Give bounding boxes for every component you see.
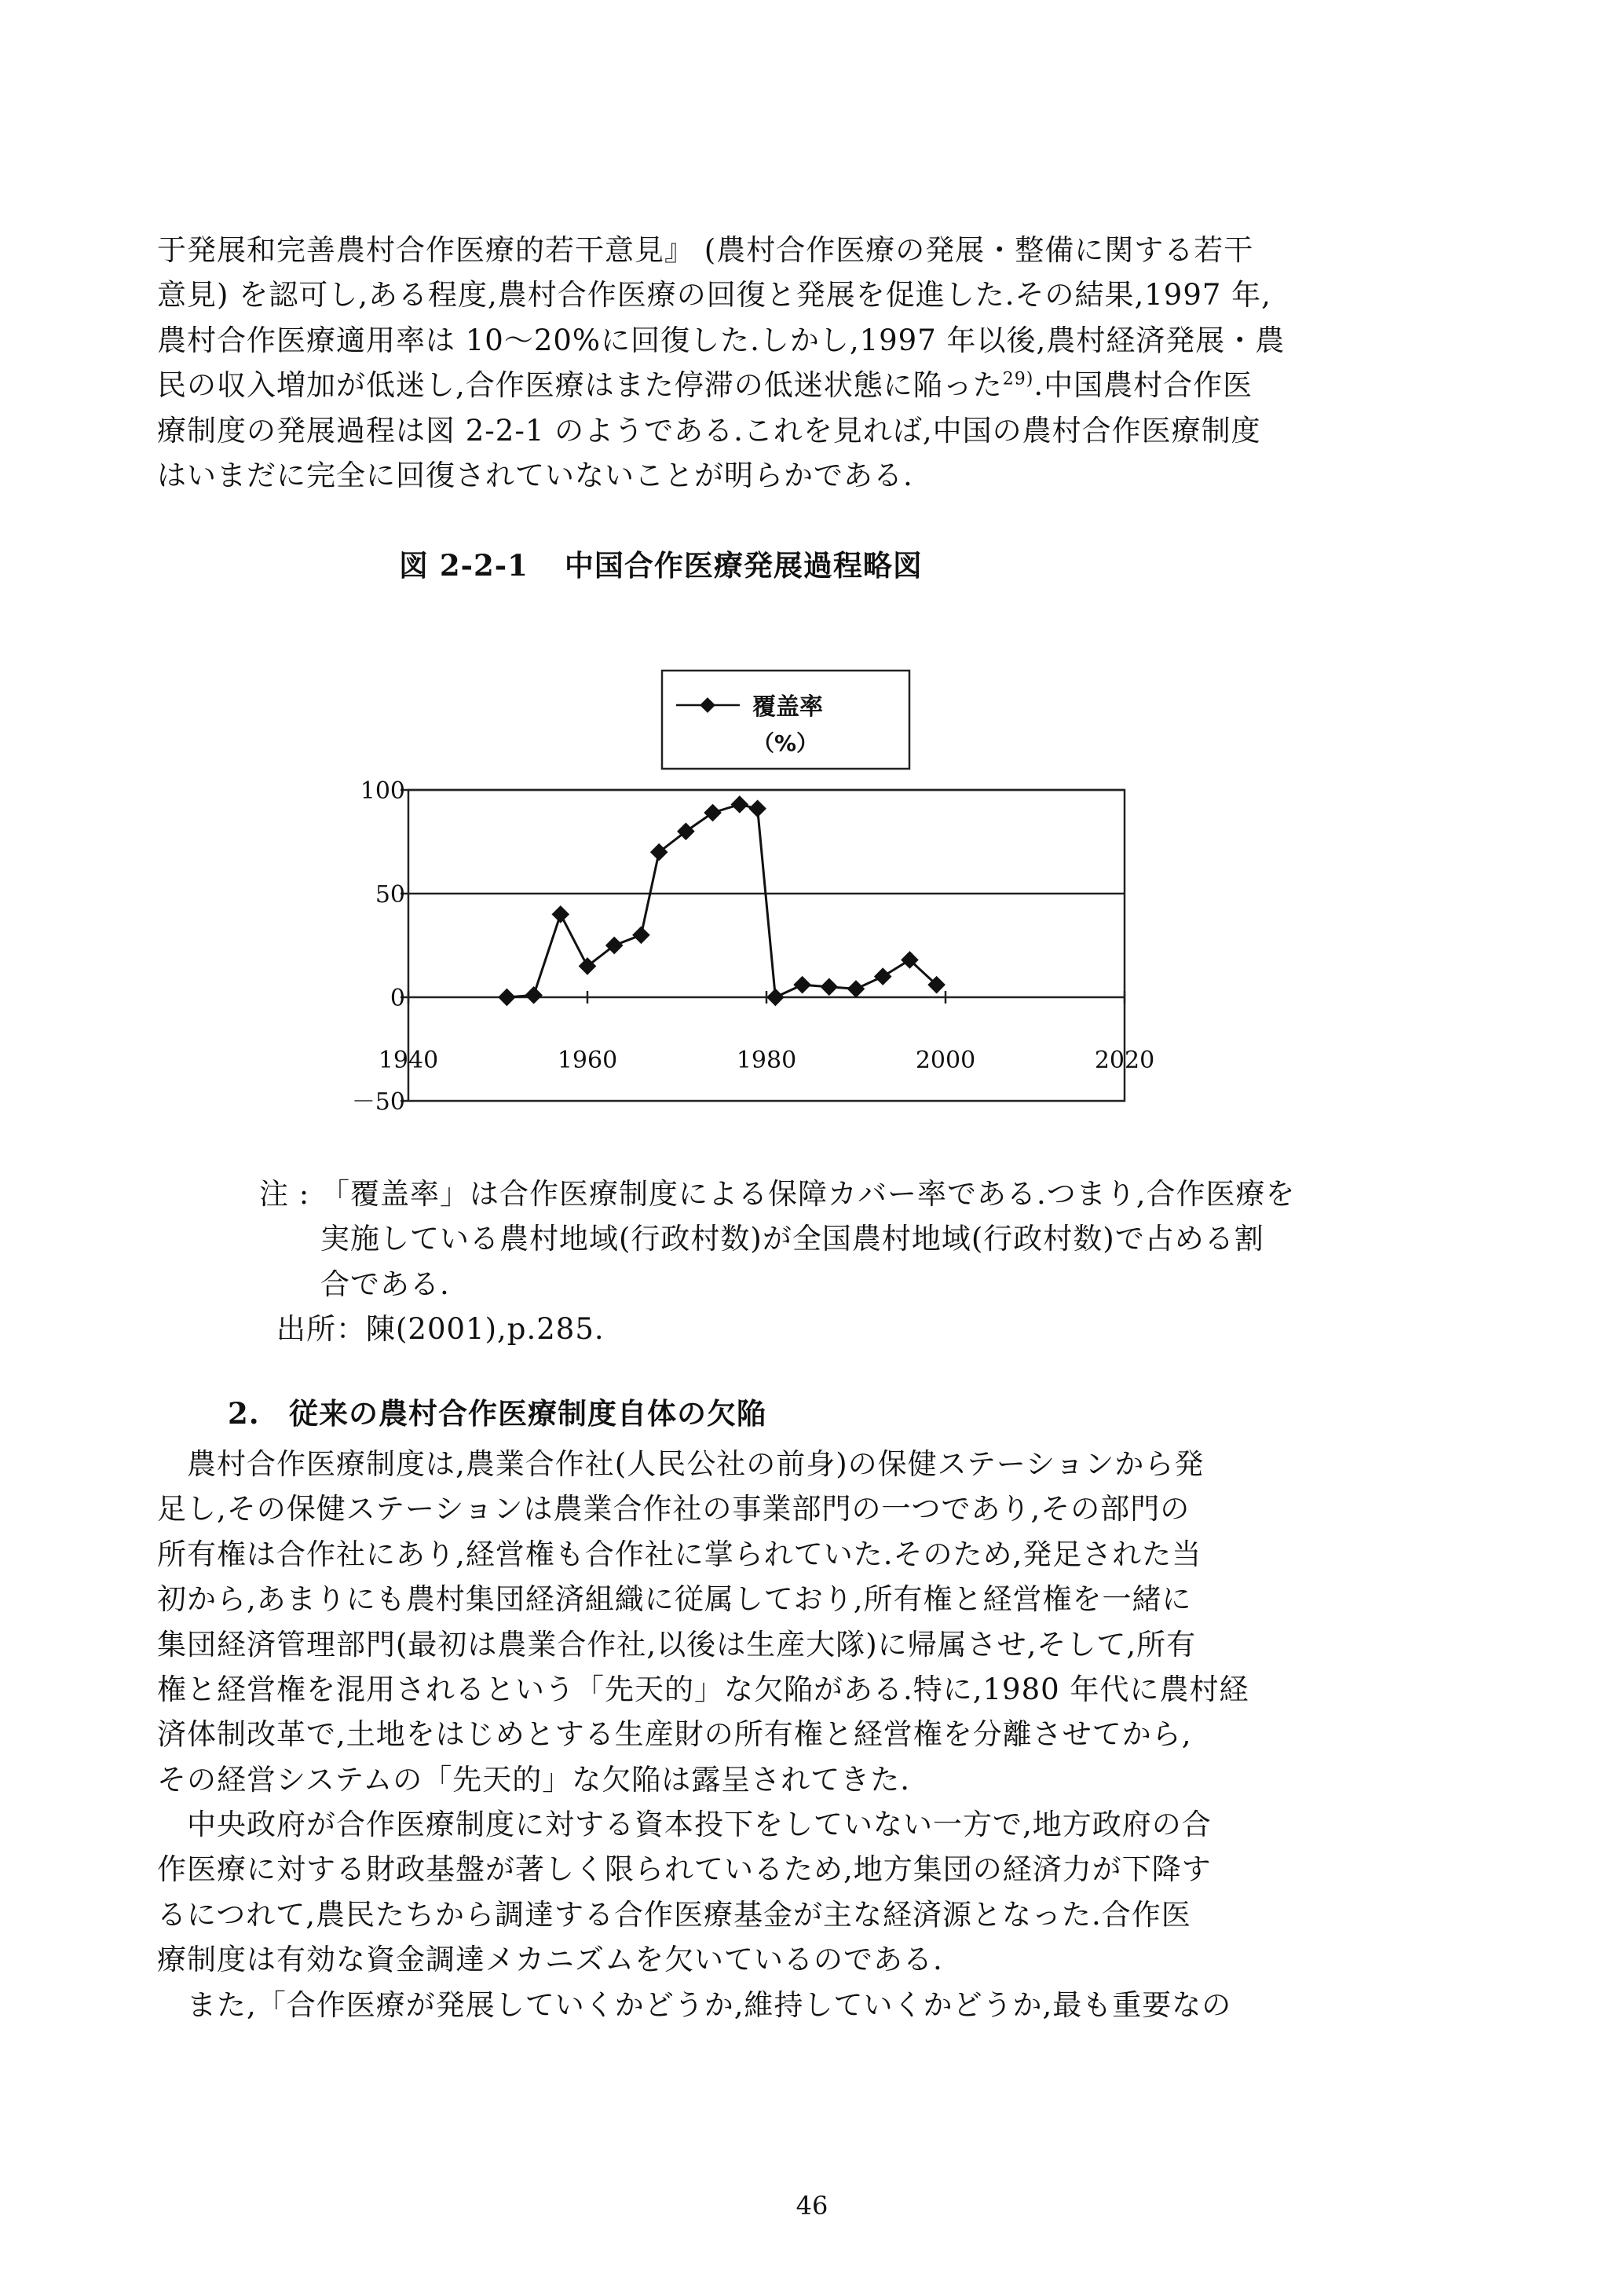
x-axis-ticks — [379, 991, 1154, 1074]
data-point-14 — [847, 980, 865, 998]
body-1-line-1: 農村合作医療制度は,農業合作社(人民公社の前身)の保健ステーションから発 — [157, 1447, 1205, 1481]
note-line-1: 「覆盖率」は合作医療制度による保障カバー率である.つまり,合作医療を — [320, 1177, 1296, 1211]
x-tick-label-2: 1980 — [736, 1047, 797, 1074]
body-1-line-8: その経営システムの「先天的」な欠陥は露呈されてきた. — [157, 1762, 911, 1797]
figure-caption: 中国合作医療発展過程略図 — [564, 548, 923, 583]
body-1-line-6: 権と経営権を混用されるという「先天的」な欠陥がある.特に,1980 年代に農村経 — [157, 1673, 1249, 1707]
body-1-line-7: 済体制改革で,土地をはじめとする生産財の所有権と経営権を分離させてから, — [157, 1717, 1192, 1752]
y-tick-label-3: －50 — [351, 1088, 405, 1116]
data-point-1 — [525, 986, 543, 1004]
legend-label-line1: 覆盖率 — [752, 693, 823, 721]
data-point-9 — [731, 795, 749, 813]
x-tick-label-0: 1940 — [378, 1047, 439, 1074]
body-3-line-1: また,「合作医療が発展していくかどうか,維持していくかどうか,最も重要なの — [157, 1988, 1232, 2022]
data-point-11 — [766, 989, 785, 1007]
intro-line-4-text: 民の収入増加が低迷し,合作医療はまた停滞の低迷状態に陥った — [157, 368, 1003, 403]
legend-label-line2: （%） — [752, 730, 819, 756]
body-2-line-3: るにつれて,農民たちから調達する合作医療基金が主な経済源となった.合作医 — [157, 1897, 1191, 1932]
x-tick-label-1: 1960 — [557, 1047, 618, 1074]
body-1-line-3: 所有権は合作社にあり,経営権も合作社に掌られていた.そのため,発足された当 — [157, 1537, 1202, 1571]
section-heading — [228, 1390, 766, 1432]
data-point-0 — [498, 989, 516, 1007]
series-points — [498, 795, 946, 1006]
body-paragraph-3 — [157, 1983, 1445, 2027]
data-point-12 — [793, 976, 811, 994]
figure-number: 図 2-2-1 — [399, 548, 529, 583]
data-point-10 — [748, 799, 766, 817]
intro-paragraph — [157, 228, 1445, 498]
body-1-line-4: 初から,あまりにも農村集団経済組織に従属しており,所有権と経営権を一緒に — [157, 1582, 1192, 1617]
data-point-15 — [874, 967, 892, 985]
body-paragraph-2 — [157, 1802, 1445, 1983]
data-point-2 — [551, 905, 569, 923]
note-label: 注 : — [259, 1177, 310, 1211]
intro-line-5: 療制度の発展過程は図 2-2-1 のようである.これを見れば,中国の農村合作医療制度 — [157, 413, 1261, 448]
data-point-5 — [632, 926, 650, 944]
x-tick-label-3: 2000 — [915, 1047, 976, 1074]
intro-line-4-tail: .中国農村合作医 — [1033, 368, 1253, 403]
body-2-line-4: 療制度は有効な資金調達メカニズムを欠いているのである. — [157, 1943, 943, 1977]
coverage-line-chart — [330, 652, 1162, 1139]
intro-line-1: 于発展和完善農村合作医療的若干意見』 (農村合作医療の発展・整備に関する若干 — [157, 233, 1254, 267]
y-tick-label-1: 50 — [375, 881, 405, 909]
body-2-line-1: 中央政府が合作医療制度に対する資本投下をしていない一方で,地方政府の合 — [157, 1808, 1212, 1841]
intro-line-4 — [157, 363, 1445, 408]
series-line-coverage — [507, 805, 936, 998]
y-tick-label-0: 100 — [360, 777, 405, 805]
note-line-2: 実施している農村地域(行政村数)が全国農村地域(行政村数)で占める割 — [320, 1222, 1264, 1256]
body-1-line-2: 足し,その保健ステーションは農業合作社の事業部門の一つであり,その部門の — [157, 1492, 1191, 1526]
coverage-chart — [330, 652, 1162, 1139]
section-number: 2. — [228, 1396, 260, 1431]
x-tick-label-4: 2020 — [1094, 1047, 1155, 1074]
footnote-ref-29: 29) — [1002, 369, 1034, 389]
note-line-3: 合である. — [320, 1267, 450, 1301]
legend-marker — [700, 697, 715, 713]
body-paragraph-1 — [157, 1442, 1445, 1802]
figure-source: 出所：陳(2001),p.285. — [276, 1312, 605, 1346]
body-1-line-5: 集団経済管理部門(最初は農業合作社,以後は生産大隊)に帰属させ,そして,所有 — [157, 1627, 1197, 1662]
data-point-8 — [704, 804, 722, 822]
page-number: 46 — [796, 2191, 828, 2221]
figure-title — [399, 542, 923, 584]
figure-note — [259, 1172, 1437, 1307]
intro-line-2: 意見) を認可し,ある程度,農村合作医療の回復と発展を促進した.その結果,1997 年, — [157, 278, 1271, 313]
intro-line-6: はいまだに完全に回復されていないことが明らかである. — [157, 459, 913, 493]
intro-line-3: 農村合作医療適用率は 10～20%に回復した.しかし,1997 年以後,農村経済発展・農 — [157, 323, 1286, 357]
data-point-13 — [820, 978, 838, 996]
y-tick-label-2: 0 — [390, 985, 405, 1012]
body-2-line-2: 作医療に対する財政基盤が著しく限られているため,地方集団の経済力が下降す — [157, 1852, 1212, 1887]
section-title: 従来の農村合作医療制度自体の欠陥 — [289, 1396, 766, 1431]
